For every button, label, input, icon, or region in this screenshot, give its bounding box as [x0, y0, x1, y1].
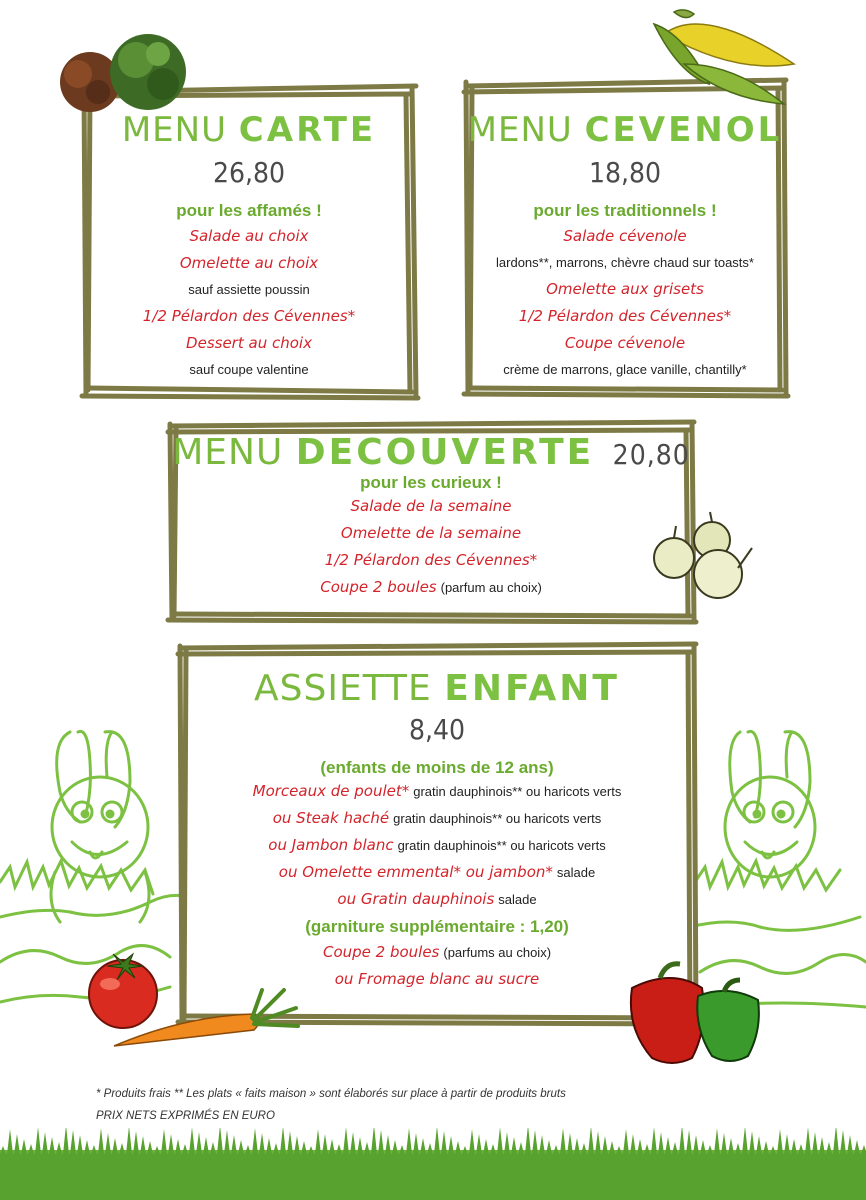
onions-illustration [646, 510, 756, 604]
menu-carte-title-prefix: MENU [121, 110, 227, 150]
menu-enfant-items [174, 778, 700, 913]
menu-enfant-title-prefix: ASSIETTE [254, 668, 432, 709]
menu-line-note: (parfum au choix) [440, 580, 542, 595]
menu-line [76, 303, 422, 330]
menu-decouverte-title-prefix: MENU [172, 432, 284, 473]
menu-line-note: sauf coupe valentine [189, 362, 309, 377]
menu-decouverte-tagline: pour les curieux ! [360, 473, 502, 492]
menu-line [174, 778, 700, 805]
corn-illustration [644, 4, 804, 114]
menu-line-dish: ou Omelette emmental* ou jambon* [278, 863, 553, 881]
carrot-illustration [104, 986, 304, 1056]
menu-line [164, 574, 698, 601]
menu-decouverte-items [164, 493, 698, 601]
menu-line-dish: 1/2 Pélardon des Cévennes* [518, 307, 732, 325]
menu-decouverte-title-main: DECOUVERTE [295, 432, 595, 473]
grass-decoration [0, 1128, 866, 1200]
lettuce-illustration [48, 22, 198, 118]
menu-line-dish: Omelette au choix [179, 254, 319, 272]
menu-line-dish: Omelette de la semaine [340, 524, 522, 542]
menu-line-dish: ou Jambon blanc [268, 836, 394, 854]
menu-line-dish: Coupe cévenole [564, 334, 686, 352]
menu-line-note: gratin dauphinois** ou haricots verts [413, 784, 622, 799]
menu-line [76, 277, 422, 303]
menu-line-dish: Coupe 2 boules [322, 943, 440, 961]
menu-cevenol-title-main: CEVENOL [584, 110, 783, 150]
menu-carte-title-main: CARTE [238, 110, 377, 150]
menu-line-note: salade [556, 865, 596, 880]
menu-line-dish: ou Gratin dauphinois [337, 890, 495, 908]
menu-enfant-title-main: ENFANT [444, 668, 620, 709]
menu-line-note: salade [498, 892, 537, 907]
menu-cevenol-panel [460, 76, 790, 400]
menu-cevenol-tagline: pour les traditionnels ! [533, 201, 717, 220]
menu-line-note: gratin dauphinois** ou haricots verts [397, 838, 606, 853]
menu-line-note: crème de marrons, glace vanille, chantilly* [503, 362, 747, 377]
menu-line [460, 223, 790, 250]
menu-line [174, 805, 700, 832]
menu-line [460, 276, 790, 303]
menu-line [76, 330, 422, 357]
menu-cevenol-title [460, 110, 790, 150]
menu-line-note: sauf assiette poussin [188, 282, 310, 297]
menu-cevenol-items [460, 223, 790, 383]
menu-line-dish: 1/2 Pélardon des Cévennes* [324, 551, 538, 569]
menu-enfant-tagline: (enfants de moins de 12 ans) [320, 758, 554, 777]
menu-line-dish: Salade de la semaine [350, 497, 512, 515]
menu-line [460, 303, 790, 330]
menu-line [174, 886, 700, 913]
menu-line-note: lardons**, marrons, chèvre chaud sur toasts* [496, 255, 754, 270]
menu-enfant-price: 8,40 [408, 713, 466, 746]
footer-note-prices: PRIX NETS EXPRIMÉS EN EURO [96, 1110, 275, 1122]
footer-note-products: * Produits frais ** Les plats « faits maison » sont élaborés sur place à partir de produits bruts [96, 1088, 566, 1100]
menu-line-dish: ou Steak haché [272, 809, 390, 827]
menu-cevenol-price: 18,80 [588, 156, 662, 189]
menu-carte-tagline: pour les affamés ! [176, 201, 322, 220]
menu-enfant-title [174, 668, 700, 709]
menu-enfant-supplement: (garniture supplémentaire : 1,20) [305, 917, 569, 936]
menu-line-dish: Dessert au choix [186, 334, 312, 352]
menu-cevenol-title-prefix: MENU [467, 110, 573, 150]
menu-line-dish: Coupe 2 boules [320, 578, 437, 596]
menu-line [174, 859, 700, 886]
menu-line-dish: Morceaux de poulet* [252, 782, 410, 800]
menu-line-dish: ou Fromage blanc au sucre [334, 970, 540, 988]
menu-line [164, 520, 698, 547]
menu-decouverte-panel [164, 418, 698, 626]
menu-line [174, 832, 700, 859]
menu-decouverte-price: 20,80 [612, 438, 690, 471]
menu-line [76, 250, 422, 277]
peppers-illustration [620, 958, 766, 1068]
menu-decouverte-title [164, 432, 698, 473]
menu-line-dish: 1/2 Pélardon des Cévennes* [142, 307, 356, 325]
menu-line-note: (parfums au choix) [443, 945, 552, 960]
menu-line [76, 357, 422, 383]
menu-line-dish: Salade au choix [189, 227, 309, 245]
menu-line [460, 330, 790, 357]
menu-line [164, 547, 698, 574]
menu-line [460, 357, 790, 383]
menu-line [164, 493, 698, 520]
menu-line-dish: Omelette aux grisets [546, 280, 704, 298]
menu-line-note: gratin dauphinois** ou haricots verts [393, 811, 602, 826]
menu-line [76, 223, 422, 250]
menu-line [460, 250, 790, 276]
menu-carte-items [76, 223, 422, 383]
menu-line-dish: Salade cévenole [563, 227, 687, 245]
menu-carte-price: 26,80 [212, 156, 286, 189]
menu-carte-panel [76, 80, 422, 402]
